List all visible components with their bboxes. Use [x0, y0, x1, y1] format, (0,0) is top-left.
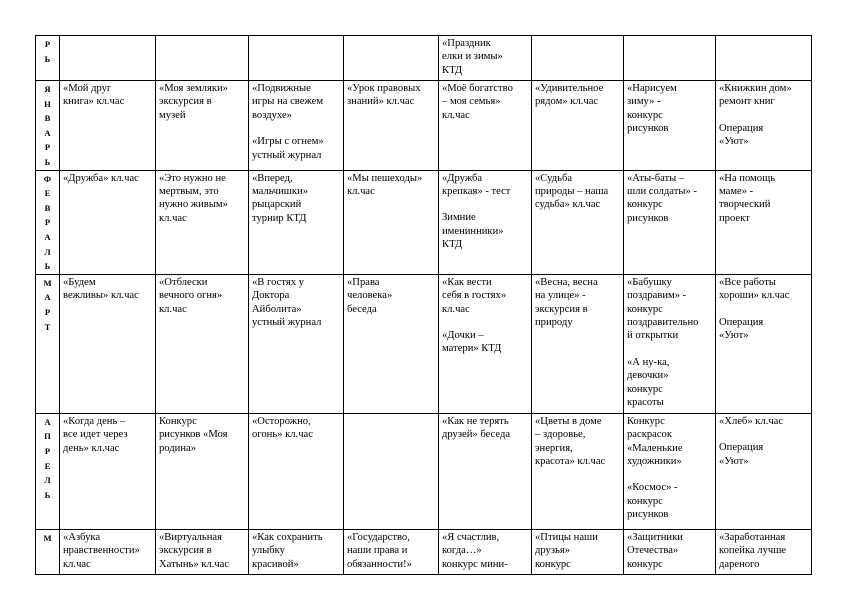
activity-cell	[532, 36, 624, 81]
activity-line: Хатынь» кл.час	[159, 558, 230, 570]
activity-line: огонь» кл.час	[252, 429, 313, 441]
line-gap	[719, 303, 808, 316]
activity-line: «Уют»	[719, 136, 749, 148]
activity-line: Доктора	[252, 290, 290, 302]
activity-cell	[156, 413, 249, 529]
activity-cell	[716, 170, 812, 274]
activity-line: воздухе»	[252, 109, 292, 121]
activity-cell	[60, 170, 156, 274]
activity-line: наши права и	[347, 545, 408, 557]
activity-cell	[344, 274, 439, 413]
activity-line: «Книжкин дом»	[719, 83, 792, 94]
activity-line: «Защитники	[627, 531, 683, 543]
line-gap	[627, 343, 712, 356]
activity-line: кл.час	[159, 212, 187, 224]
activity-line: «Дочки –	[442, 329, 484, 341]
activity-line: ремонт книг	[719, 96, 775, 108]
activity-line: рисунков	[627, 509, 669, 521]
activity-cell	[156, 274, 249, 413]
activity-line: нужно живым»	[159, 199, 228, 211]
activity-line: КТД	[442, 239, 463, 251]
activity-cell	[439, 170, 532, 274]
activity-line: «Подвижные	[252, 83, 311, 94]
activity-line: «Как вести	[442, 276, 492, 288]
activity-cell	[156, 170, 249, 274]
activity-line: природы – наша	[535, 185, 609, 197]
table-row	[36, 170, 812, 274]
activity-line: красоты	[627, 396, 664, 408]
activity-line: «Космос» -	[627, 482, 678, 494]
activity-line: устный журнал	[252, 149, 322, 161]
activity-line: «Весна, весна	[535, 276, 598, 288]
activity-line: экскурсия в	[159, 96, 212, 108]
activity-line: творческий	[719, 199, 771, 211]
activity-line: «Моя земляки»	[159, 83, 228, 94]
activity-line: красивой»	[252, 558, 299, 570]
activity-line: друзей» беседа	[442, 429, 511, 441]
activity-cell	[156, 81, 249, 171]
activity-line: поздравим» -	[627, 290, 687, 302]
month-letter: Ь	[44, 489, 51, 500]
activity-cell	[624, 36, 716, 81]
activity-line: «Это нужно не	[159, 172, 226, 184]
activity-line: кл.час	[63, 558, 91, 570]
activity-line: кл.час	[347, 185, 375, 197]
line-gap	[719, 109, 808, 122]
activity-cell	[439, 274, 532, 413]
activity-plan-table	[35, 35, 812, 575]
activity-cell	[532, 529, 624, 574]
activity-line: конкурс	[627, 199, 663, 211]
activity-line: «Мы пешеходы»	[347, 172, 423, 184]
activity-line: конкурс	[627, 558, 663, 570]
month-letter: Н	[44, 98, 51, 109]
activity-cell	[344, 413, 439, 529]
activity-line: «Права	[347, 276, 380, 288]
activity-cell	[439, 413, 532, 529]
activity-line: рыцарский	[252, 199, 302, 211]
month-label	[36, 81, 60, 171]
table-row	[36, 36, 812, 81]
line-gap	[442, 198, 528, 211]
activity-line: – моя семья»	[442, 96, 501, 108]
activity-line: Операция	[719, 316, 764, 328]
activity-line: Зимние	[442, 212, 476, 224]
line-gap	[719, 428, 808, 441]
activity-line: день» кл.час	[63, 442, 120, 454]
activity-cell	[344, 170, 439, 274]
table-row	[36, 274, 812, 413]
activity-line: Операция	[719, 442, 764, 454]
month-letter: Р	[44, 217, 51, 228]
month-letter: В	[44, 202, 51, 213]
activity-line: «Вперед,	[252, 172, 293, 184]
activity-cell	[439, 36, 532, 81]
activity-line: «Цветы в доме	[535, 415, 602, 427]
activity-line: «Судьба	[535, 172, 573, 184]
activity-cell	[249, 81, 344, 171]
activity-line: «Я счастлив,	[442, 531, 500, 543]
activity-cell	[532, 81, 624, 171]
activity-cell	[344, 529, 439, 574]
month-letter: М	[43, 277, 52, 288]
activity-line: судьба» кл.час	[535, 199, 601, 211]
activity-line: художники»	[627, 455, 682, 467]
activity-line: «Уют»	[719, 455, 749, 467]
month-letter: Е	[44, 188, 51, 199]
activity-line: мертвым, это	[159, 185, 219, 197]
activity-cell	[624, 170, 716, 274]
activity-line: мальчишки»	[252, 185, 309, 197]
activity-line: «Маленькие	[627, 442, 683, 454]
activity-cell	[624, 529, 716, 574]
month-label	[36, 274, 60, 413]
month-label	[36, 529, 60, 574]
activity-cell	[439, 529, 532, 574]
activity-line: «Осторожно,	[252, 415, 311, 427]
activity-cell	[344, 36, 439, 81]
activity-cell	[439, 81, 532, 171]
activity-line: «Аты-баты –	[627, 172, 685, 184]
activity-line: «Как не терять	[442, 415, 509, 427]
activity-cell	[60, 529, 156, 574]
month-letter: Р	[44, 39, 51, 49]
table-row	[36, 413, 812, 529]
activity-line: «Мой друг	[63, 83, 112, 94]
month-letter: А	[44, 127, 51, 138]
activity-line: человека»	[347, 290, 393, 302]
activity-cell	[532, 170, 624, 274]
activity-line: красота» кл.час	[535, 455, 606, 467]
activity-line: дареного	[719, 558, 760, 570]
activity-line: природу	[535, 316, 573, 328]
activity-line: «В гостях у	[252, 276, 304, 288]
month-label	[36, 36, 60, 81]
activity-line: экскурсия в	[159, 545, 212, 557]
activity-cell	[249, 36, 344, 81]
activity-cell	[716, 274, 812, 413]
month-letter: П	[44, 431, 51, 442]
activity-line: «Нарисуем	[627, 83, 677, 94]
activity-line: «Игры с огнем»	[252, 136, 324, 148]
activity-cell	[532, 274, 624, 413]
activity-line: Конкурс	[627, 415, 665, 427]
activity-cell	[624, 413, 716, 529]
activity-line: хороши» кл.час	[719, 290, 790, 302]
month-letter: Ь	[44, 156, 51, 167]
month-letter: Р	[44, 445, 51, 456]
activity-line: «Как сохранить	[252, 531, 323, 543]
activity-line: «Моё богатство	[442, 83, 513, 94]
month-letter: Я	[44, 84, 51, 94]
activity-cell	[60, 274, 156, 413]
month-letter: Ь	[44, 53, 51, 64]
activity-line: й открытки	[627, 330, 679, 342]
activity-line: крепкая» - тест	[442, 185, 511, 197]
activity-line: кл.час	[442, 303, 470, 315]
activity-line: «Когда день –	[63, 415, 126, 427]
activity-line: «Виртуальная	[159, 531, 222, 543]
activity-line: «Азбука	[63, 531, 101, 543]
activity-line: – здоровье,	[535, 429, 586, 441]
activity-cell	[156, 36, 249, 81]
month-letter: Р	[44, 306, 51, 317]
month-letter: А	[44, 231, 51, 242]
activity-cell	[624, 81, 716, 171]
activity-line: Операция	[719, 122, 764, 134]
month-letter: Л	[44, 246, 51, 257]
activity-cell	[344, 81, 439, 171]
activity-line: «Будем	[63, 276, 96, 288]
activity-line: раскрасок	[627, 429, 672, 441]
activity-line: улыбку	[252, 545, 285, 557]
activity-line: вежливы» кл.час	[63, 290, 139, 302]
activity-cell	[716, 81, 812, 171]
activity-line: нравственности»	[63, 545, 140, 557]
table-row	[36, 81, 812, 171]
activity-line: турнир КТД	[252, 212, 307, 224]
line-gap	[252, 122, 340, 135]
activity-line: рисунков «Моя	[159, 429, 228, 441]
activity-line: обязанности!»	[347, 558, 412, 570]
activity-line: вечного огня»	[159, 290, 223, 302]
month-letter: А	[44, 416, 51, 427]
month-letter: А	[44, 292, 51, 303]
activity-line: конкурс	[627, 303, 663, 315]
activity-line: «Праздник	[442, 38, 491, 49]
activity-line: девочки»	[627, 370, 669, 382]
month-letter: М	[43, 532, 52, 543]
activity-cell	[532, 413, 624, 529]
month-letter: Т	[44, 321, 51, 332]
activity-cell	[249, 529, 344, 574]
activity-line: конкурс	[627, 495, 663, 507]
month-label	[36, 413, 60, 529]
activity-line: конкурс мини-	[442, 558, 508, 570]
activity-line: экскурсия в	[535, 303, 588, 315]
line-gap	[442, 316, 528, 329]
activity-cell	[60, 36, 156, 81]
activity-line: конкурс	[627, 109, 663, 121]
activity-line: «Отблески	[159, 276, 208, 288]
activity-line: Конкурс	[159, 415, 197, 427]
month-letter: Ф	[43, 173, 52, 184]
activity-line: энергия,	[535, 442, 573, 454]
activity-line: шли солдаты» -	[627, 185, 697, 197]
month-letter: Р	[44, 142, 51, 153]
activity-line: «Все работы	[719, 276, 776, 288]
activity-line: кл.час	[159, 303, 187, 315]
activity-line: знаний» кл.час	[347, 96, 415, 108]
activity-cell	[716, 529, 812, 574]
activity-line: «Удивительное	[535, 83, 604, 94]
activity-line: «Урок правовых	[347, 83, 421, 94]
activity-line: игры на свежем	[252, 96, 324, 108]
activity-cell	[249, 413, 344, 529]
activity-line: рядом» кл.час	[535, 96, 599, 108]
month-letter: Е	[44, 460, 51, 471]
activity-cell	[716, 36, 812, 81]
month-label	[36, 170, 60, 274]
activity-cell	[716, 413, 812, 529]
activity-line: Отечества»	[627, 545, 679, 557]
activity-line: конкурс	[627, 383, 663, 395]
activity-line: КТД	[442, 64, 463, 76]
month-letter: Л	[44, 475, 51, 486]
activity-line: себя в гостях»	[442, 290, 507, 302]
activity-line: родина»	[159, 442, 197, 454]
activity-cell	[249, 274, 344, 413]
activity-line: рисунков	[627, 123, 669, 135]
activity-line: копейка лучше	[719, 545, 787, 557]
activity-cell	[249, 170, 344, 274]
activity-cell	[156, 529, 249, 574]
activity-line: «Заработанная	[719, 531, 786, 543]
activity-line: все идет через	[63, 429, 128, 441]
table-row	[36, 529, 812, 574]
activity-cell	[60, 413, 156, 529]
activity-line: «Бабушку	[627, 276, 672, 288]
activity-line: рисунков	[627, 212, 669, 224]
activity-line: когда…»	[442, 545, 482, 557]
month-letter: В	[44, 113, 51, 124]
activity-line: «Птицы наши	[535, 531, 598, 543]
activity-line: «Уют»	[719, 329, 749, 341]
activity-line: кл.час	[442, 109, 470, 121]
activity-cell	[60, 81, 156, 171]
activity-line: проект	[719, 212, 750, 224]
activity-line: поздравительно	[627, 316, 699, 328]
activity-line: маме» -	[719, 185, 754, 197]
activity-line: музей	[159, 109, 186, 121]
activity-line: на улице» -	[535, 290, 586, 302]
activity-line: «Хлеб» кл.час	[719, 415, 784, 427]
activity-line: устный журнал	[252, 316, 322, 328]
activity-cell	[624, 274, 716, 413]
activity-line: «А ну-ка,	[627, 356, 670, 368]
month-letter: Ь	[44, 261, 51, 272]
activity-line: друзья»	[535, 545, 571, 557]
activity-line: «Государство,	[347, 531, 410, 543]
activity-line: именинники»	[442, 225, 504, 237]
activity-line: зиму» -	[627, 96, 661, 108]
activity-line: елки и зимы»	[442, 51, 503, 63]
activity-line: «Дружба	[442, 172, 483, 184]
activity-line: «На помощь	[719, 172, 776, 184]
line-gap	[627, 468, 712, 481]
activity-line: конкурс	[535, 558, 571, 570]
activity-line: матери» КТД	[442, 343, 502, 355]
activity-line: беседа	[347, 303, 377, 315]
activity-line: Айболита»	[252, 303, 302, 315]
activity-line: книга» кл.час	[63, 96, 125, 108]
activity-line: «Дружба» кл.час	[63, 172, 139, 184]
